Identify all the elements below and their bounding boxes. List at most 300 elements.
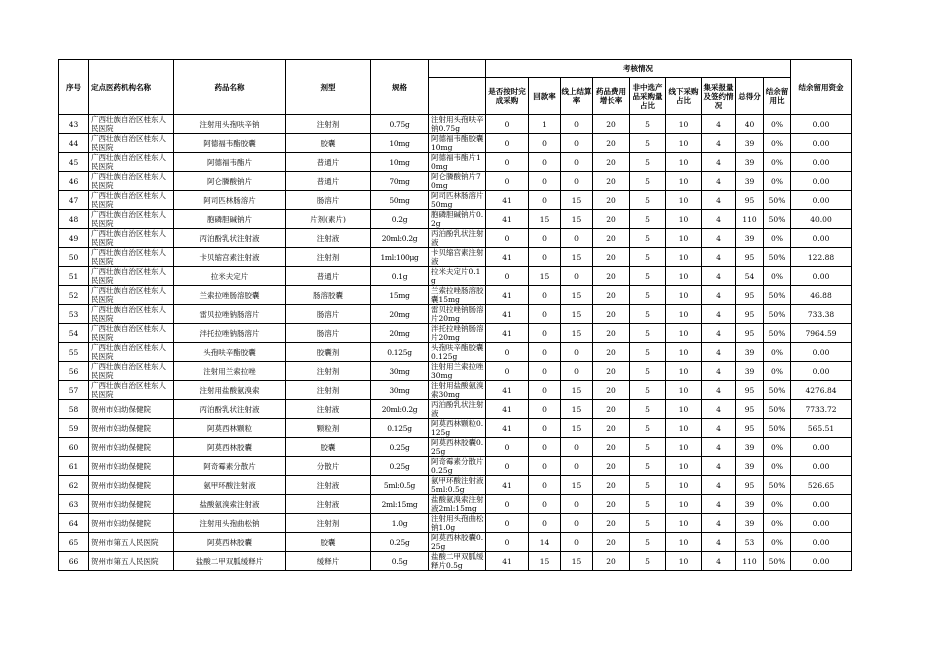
header-offline: 线下采购占比 <box>666 78 702 115</box>
header-institution: 定点医药机构名称 <box>89 60 174 115</box>
cell-f: 10 <box>666 400 702 419</box>
cell-inst <box>89 115 174 134</box>
cell-inst <box>89 210 174 229</box>
cell-spec: 10mg <box>371 134 429 153</box>
cell-e: 5 <box>630 267 666 286</box>
table-row <box>59 305 852 324</box>
cell-form: 注射剂 <box>286 362 371 381</box>
cell-ratio: 50% <box>764 476 791 495</box>
cell-fund: 0.00 <box>791 438 852 457</box>
cell-text: 阿德福韦酯片10mg <box>431 153 481 171</box>
cell-d: 20 <box>593 115 630 134</box>
cell-spec: 1ml:100μg <box>371 248 429 267</box>
cell-text: 广西壮族自治区桂东人民医院 <box>91 153 166 171</box>
table-row <box>59 267 852 286</box>
cell-b: 0 <box>529 248 561 267</box>
cell-drug: 头孢呋辛酯胶囊 <box>174 343 286 362</box>
cell-no: 57 <box>59 381 89 400</box>
cell-b: 0 <box>529 153 561 172</box>
header-surplus-fund: 结余留用资金 <box>791 60 852 115</box>
cell-a: 0 <box>486 343 529 362</box>
cell-a: 0 <box>486 229 529 248</box>
cell-d: 20 <box>593 457 630 476</box>
cell-b: 0 <box>529 476 561 495</box>
cell-f: 10 <box>666 153 702 172</box>
cell-inst <box>89 229 174 248</box>
cell-drug: 丙泊酚乳状注射液 <box>174 400 286 419</box>
cell-spec: 0.5g <box>371 552 429 571</box>
cell-c: 0 <box>561 514 593 533</box>
table-row <box>59 210 852 229</box>
cell-no: 58 <box>59 400 89 419</box>
cell-form: 片剂(素片) <box>286 210 371 229</box>
cell-text: 广西壮族自治区桂东人民医院 <box>91 115 166 133</box>
cell-d: 20 <box>593 476 630 495</box>
cell-c: 0 <box>561 172 593 191</box>
cell-g: 4 <box>702 400 736 419</box>
cell-fund: 0.00 <box>791 115 852 134</box>
cell-g: 4 <box>702 153 736 172</box>
cell-name2 <box>429 172 486 191</box>
cell-e: 5 <box>630 400 666 419</box>
cell-d: 20 <box>593 381 630 400</box>
cell-form: 注射液 <box>286 400 371 419</box>
table-row <box>59 438 852 457</box>
cell-total: 95 <box>736 419 764 438</box>
cell-a: 0 <box>486 457 529 476</box>
cell-inst <box>89 419 174 438</box>
cell-no: 59 <box>59 419 89 438</box>
cell-c: 15 <box>561 305 593 324</box>
cell-name2 <box>429 153 486 172</box>
cell-text: 贺州市妇幼保健院 <box>91 442 151 452</box>
cell-f: 10 <box>666 419 702 438</box>
cell-fund: 733.38 <box>791 305 852 324</box>
cell-c: 0 <box>561 134 593 153</box>
cell-fund: 0.00 <box>791 267 852 286</box>
header-nonwin: 非中选产品采购量占比 <box>630 78 666 115</box>
cell-b: 0 <box>529 400 561 419</box>
cell-text: 注射用兰索拉唑30mg <box>431 362 484 380</box>
header-spec: 规格 <box>371 60 429 115</box>
cell-name2 <box>429 533 486 552</box>
header-seq: 序号 <box>59 60 89 115</box>
cell-form: 注射液 <box>286 229 371 248</box>
cell-form: 颗粒剂 <box>286 419 371 438</box>
cell-a: 0 <box>486 438 529 457</box>
cell-f: 10 <box>666 324 702 343</box>
cell-name2 <box>429 305 486 324</box>
cell-spec: 5ml:0.5g <box>371 476 429 495</box>
table-row <box>59 476 852 495</box>
cell-d: 20 <box>593 438 630 457</box>
cell-c: 15 <box>561 210 593 229</box>
cell-c: 15 <box>561 552 593 571</box>
cell-e: 5 <box>630 210 666 229</box>
cell-name2 <box>429 229 486 248</box>
cell-total: 95 <box>736 305 764 324</box>
cell-e: 5 <box>630 362 666 381</box>
cell-spec: 50mg <box>371 191 429 210</box>
cell-fund: 0.00 <box>791 172 852 191</box>
cell-name2 <box>429 381 486 400</box>
table-row <box>59 191 852 210</box>
cell-inst <box>89 248 174 267</box>
cell-no: 53 <box>59 305 89 324</box>
cell-c: 0 <box>561 438 593 457</box>
cell-form: 胶囊 <box>286 438 371 457</box>
cell-d: 20 <box>593 419 630 438</box>
cell-a: 41 <box>486 191 529 210</box>
cell-name2 <box>429 362 486 381</box>
cell-g: 4 <box>702 229 736 248</box>
cell-no: 65 <box>59 533 89 552</box>
cell-d: 20 <box>593 533 630 552</box>
cell-drug: 兰索拉唑肠溶胶囊 <box>174 286 286 305</box>
cell-g: 4 <box>702 267 736 286</box>
cell-f: 10 <box>666 248 702 267</box>
cell-d: 20 <box>593 210 630 229</box>
cell-e: 5 <box>630 286 666 305</box>
cell-text: 阿德福韦酯胶囊10mg <box>431 134 484 152</box>
cell-spec: 30mg <box>371 381 429 400</box>
cell-f: 10 <box>666 495 702 514</box>
cell-drug: 阿奇霉素分散片 <box>174 457 286 476</box>
cell-inst <box>89 381 174 400</box>
cell-a: 41 <box>486 419 529 438</box>
cell-a: 41 <box>486 324 529 343</box>
cell-fund: 565.51 <box>791 419 852 438</box>
table-row <box>59 362 852 381</box>
cell-text: 广西壮族自治区桂东人民医院 <box>91 286 166 304</box>
cell-b: 0 <box>529 438 561 457</box>
cell-ratio: 0% <box>764 514 791 533</box>
header-drug: 药品名称 <box>174 60 286 115</box>
cell-a: 41 <box>486 400 529 419</box>
cell-spec: 20mg <box>371 305 429 324</box>
cell-inst <box>89 495 174 514</box>
cell-text: 头孢呋辛酯胶囊0.125g <box>431 343 484 361</box>
cell-b: 0 <box>529 191 561 210</box>
cell-g: 4 <box>702 381 736 400</box>
cell-text: 广西壮族自治区桂东人民医院 <box>91 248 166 266</box>
cell-drug: 注射用盐酸氨溴索 <box>174 381 286 400</box>
cell-fund: 7733.72 <box>791 400 852 419</box>
cell-no: 47 <box>59 191 89 210</box>
cell-a: 41 <box>486 305 529 324</box>
cell-spec: 20ml:0.2g <box>371 400 429 419</box>
cell-c: 0 <box>561 495 593 514</box>
cell-spec: 2ml:15mg <box>371 495 429 514</box>
cell-e: 5 <box>630 153 666 172</box>
cell-d: 20 <box>593 324 630 343</box>
cell-total: 95 <box>736 191 764 210</box>
cell-drug: 拉米夫定片 <box>174 267 286 286</box>
cell-total: 95 <box>736 248 764 267</box>
cell-ratio: 0% <box>764 229 791 248</box>
cell-form: 注射剂 <box>286 248 371 267</box>
cell-fund: 0.00 <box>791 495 852 514</box>
cell-a: 41 <box>486 476 529 495</box>
cell-g: 4 <box>702 419 736 438</box>
cell-ratio: 0% <box>764 115 791 134</box>
cell-d: 20 <box>593 343 630 362</box>
cell-e: 5 <box>630 457 666 476</box>
cell-inst <box>89 476 174 495</box>
cell-g: 4 <box>702 438 736 457</box>
cell-text: 广西壮族自治区桂东人民医院 <box>91 191 166 209</box>
cell-g: 4 <box>702 210 736 229</box>
cell-g: 4 <box>702 362 736 381</box>
cell-spec: 0.25g <box>371 438 429 457</box>
cell-inst <box>89 153 174 172</box>
table-row <box>59 533 852 552</box>
cell-no: 60 <box>59 438 89 457</box>
cell-text: 注射用头孢呋辛钠0.75g <box>431 115 484 133</box>
cell-name2 <box>429 552 486 571</box>
cell-a: 0 <box>486 134 529 153</box>
cell-fund: 0.00 <box>791 191 852 210</box>
cell-no: 66 <box>59 552 89 571</box>
cell-total: 40 <box>736 115 764 134</box>
cell-b: 0 <box>529 305 561 324</box>
cell-total: 54 <box>736 267 764 286</box>
header-payback: 回款率 <box>529 78 561 115</box>
cell-f: 10 <box>666 343 702 362</box>
cell-b: 15 <box>529 552 561 571</box>
cell-ratio: 50% <box>764 324 791 343</box>
cell-name2 <box>429 134 486 153</box>
table-row <box>59 552 852 571</box>
cell-total: 39 <box>736 343 764 362</box>
cell-no: 46 <box>59 172 89 191</box>
cell-text: 贺州市妇幼保健院 <box>91 461 151 471</box>
cell-drug: 阿仑膦酸钠片 <box>174 172 286 191</box>
cell-no: 61 <box>59 457 89 476</box>
cell-f: 10 <box>666 552 702 571</box>
cell-a: 0 <box>486 115 529 134</box>
cell-drug: 注射用头孢呋辛钠 <box>174 115 286 134</box>
cell-text: 胞磷胆碱钠片0.2g <box>431 210 484 228</box>
cell-e: 5 <box>630 248 666 267</box>
cell-b: 1 <box>529 115 561 134</box>
cell-a: 0 <box>486 514 529 533</box>
cell-d: 20 <box>593 267 630 286</box>
cell-spec: 20ml:0.2g <box>371 229 429 248</box>
table-row <box>59 343 852 362</box>
cell-name2 <box>429 191 486 210</box>
cell-drug: 注射用兰索拉唑 <box>174 362 286 381</box>
cell-f: 10 <box>666 115 702 134</box>
cell-text: 丙泊酚乳状注射液 <box>431 400 484 418</box>
cell-g: 4 <box>702 172 736 191</box>
cell-f: 10 <box>666 362 702 381</box>
cell-ratio: 0% <box>764 362 791 381</box>
cell-drug: 盐酸氨溴索注射液 <box>174 495 286 514</box>
cell-form: 普通片 <box>286 267 371 286</box>
cell-text: 兰索拉唑肠溶胶囊15mg <box>431 286 484 304</box>
cell-text: 贺州市第五人民医院 <box>91 556 159 566</box>
cell-b: 0 <box>529 172 561 191</box>
cell-e: 5 <box>630 419 666 438</box>
cell-b: 0 <box>529 362 561 381</box>
cell-name2 <box>429 343 486 362</box>
cell-b: 14 <box>529 533 561 552</box>
cell-spec: 10mg <box>371 153 429 172</box>
cell-c: 0 <box>561 153 593 172</box>
cell-inst <box>89 191 174 210</box>
assessment-table <box>58 59 852 571</box>
cell-fund: 526.65 <box>791 476 852 495</box>
cell-d: 20 <box>593 552 630 571</box>
cell-text: 贺州市妇幼保健院 <box>91 518 151 528</box>
cell-fund: 4276.84 <box>791 381 852 400</box>
table-row <box>59 419 852 438</box>
header-dosage: 剂型 <box>286 60 371 115</box>
cell-ratio: 0% <box>764 153 791 172</box>
cell-fund: 0.00 <box>791 153 852 172</box>
cell-form: 分散片 <box>286 457 371 476</box>
cell-total: 39 <box>736 134 764 153</box>
cell-total: 110 <box>736 210 764 229</box>
cell-drug: 丙泊酚乳状注射液 <box>174 229 286 248</box>
cell-form: 缓释片 <box>286 552 371 571</box>
cell-text: 广西壮族自治区桂东人民医院 <box>91 362 166 380</box>
cell-fund: 40.00 <box>791 210 852 229</box>
cell-spec: 0.125g <box>371 343 429 362</box>
cell-c: 15 <box>561 248 593 267</box>
cell-text: 贺州市妇幼保健院 <box>91 499 151 509</box>
cell-no: 48 <box>59 210 89 229</box>
cell-fund: 7964.59 <box>791 324 852 343</box>
cell-inst <box>89 286 174 305</box>
cell-g: 4 <box>702 457 736 476</box>
cell-drug: 盐酸二甲双胍缓释片 <box>174 552 286 571</box>
cell-d: 20 <box>593 362 630 381</box>
cell-no: 55 <box>59 343 89 362</box>
cell-b: 15 <box>529 210 561 229</box>
cell-inst <box>89 324 174 343</box>
cell-total: 110 <box>736 552 764 571</box>
cell-g: 4 <box>702 286 736 305</box>
cell-ratio: 0% <box>764 134 791 153</box>
cell-f: 10 <box>666 172 702 191</box>
cell-form: 普通片 <box>286 153 371 172</box>
cell-inst <box>89 172 174 191</box>
cell-a: 41 <box>486 381 529 400</box>
cell-name2 <box>429 400 486 419</box>
cell-ratio: 50% <box>764 381 791 400</box>
header-ontime: 是否按时完成采购 <box>486 78 529 115</box>
cell-g: 4 <box>702 305 736 324</box>
cell-fund: 0.00 <box>791 457 852 476</box>
cell-e: 5 <box>630 514 666 533</box>
cell-f: 10 <box>666 210 702 229</box>
cell-text: 广西壮族自治区桂东人民医院 <box>91 210 166 228</box>
cell-inst <box>89 343 174 362</box>
cell-e: 5 <box>630 552 666 571</box>
cell-no: 44 <box>59 134 89 153</box>
cell-e: 5 <box>630 115 666 134</box>
cell-c: 0 <box>561 362 593 381</box>
cell-ratio: 0% <box>764 438 791 457</box>
table-row <box>59 248 852 267</box>
cell-name2 <box>429 438 486 457</box>
cell-b: 0 <box>529 495 561 514</box>
cell-b: 0 <box>529 324 561 343</box>
cell-inst <box>89 438 174 457</box>
table-row <box>59 115 852 134</box>
cell-name2 <box>429 457 486 476</box>
table-row <box>59 153 852 172</box>
cell-inst <box>89 457 174 476</box>
cell-d: 20 <box>593 286 630 305</box>
cell-spec: 70mg <box>371 172 429 191</box>
header-total: 总得分 <box>736 78 764 115</box>
cell-text: 卡贝缩宫素注射液 <box>431 248 484 266</box>
cell-g: 4 <box>702 495 736 514</box>
cell-drug: 注射用头孢曲松钠 <box>174 514 286 533</box>
cell-inst <box>89 305 174 324</box>
cell-e: 5 <box>630 229 666 248</box>
cell-f: 10 <box>666 533 702 552</box>
cell-fund: 0.00 <box>791 229 852 248</box>
cell-f: 10 <box>666 267 702 286</box>
cell-ratio: 50% <box>764 400 791 419</box>
header-blank <box>429 60 486 78</box>
cell-drug: 阿莫西林颗粒 <box>174 419 286 438</box>
header-volume: 集采报量及签约情况 <box>702 78 736 115</box>
cell-drug: 阿德福韦酯片 <box>174 153 286 172</box>
cell-form: 肠溶胶囊 <box>286 286 371 305</box>
cell-e: 5 <box>630 476 666 495</box>
cell-f: 10 <box>666 438 702 457</box>
cell-form: 普通片 <box>286 172 371 191</box>
cell-fund: 122.88 <box>791 248 852 267</box>
cell-spec: 0.25g <box>371 533 429 552</box>
cell-e: 5 <box>630 438 666 457</box>
cell-g: 4 <box>702 191 736 210</box>
cell-total: 39 <box>736 229 764 248</box>
cell-inst <box>89 134 174 153</box>
table-row <box>59 134 852 153</box>
table-row <box>59 514 852 533</box>
cell-d: 20 <box>593 172 630 191</box>
cell-total: 39 <box>736 438 764 457</box>
cell-total: 95 <box>736 400 764 419</box>
cell-spec: 0.75g <box>371 115 429 134</box>
cell-text: 雷贝拉唑钠肠溶片20mg <box>431 305 484 323</box>
cell-b: 0 <box>529 286 561 305</box>
cell-f: 10 <box>666 457 702 476</box>
cell-d: 20 <box>593 191 630 210</box>
cell-name2 <box>429 210 486 229</box>
cell-name2 <box>429 267 486 286</box>
cell-drug: 卡贝缩宫素注射液 <box>174 248 286 267</box>
cell-text: 贺州市妇幼保健院 <box>91 404 151 414</box>
cell-e: 5 <box>630 381 666 400</box>
cell-ratio: 50% <box>764 248 791 267</box>
table-row <box>59 400 852 419</box>
cell-drug: 阿德福韦酯胶囊 <box>174 134 286 153</box>
cell-text: 广西壮族自治区桂东人民医院 <box>91 305 166 323</box>
cell-spec: 0.1g <box>371 267 429 286</box>
cell-spec: 30mg <box>371 362 429 381</box>
cell-form: 胶囊剂 <box>286 343 371 362</box>
cell-text: 注射用盐酸氨溴索30mg <box>431 381 484 399</box>
cell-a: 41 <box>486 552 529 571</box>
cell-a: 0 <box>486 153 529 172</box>
